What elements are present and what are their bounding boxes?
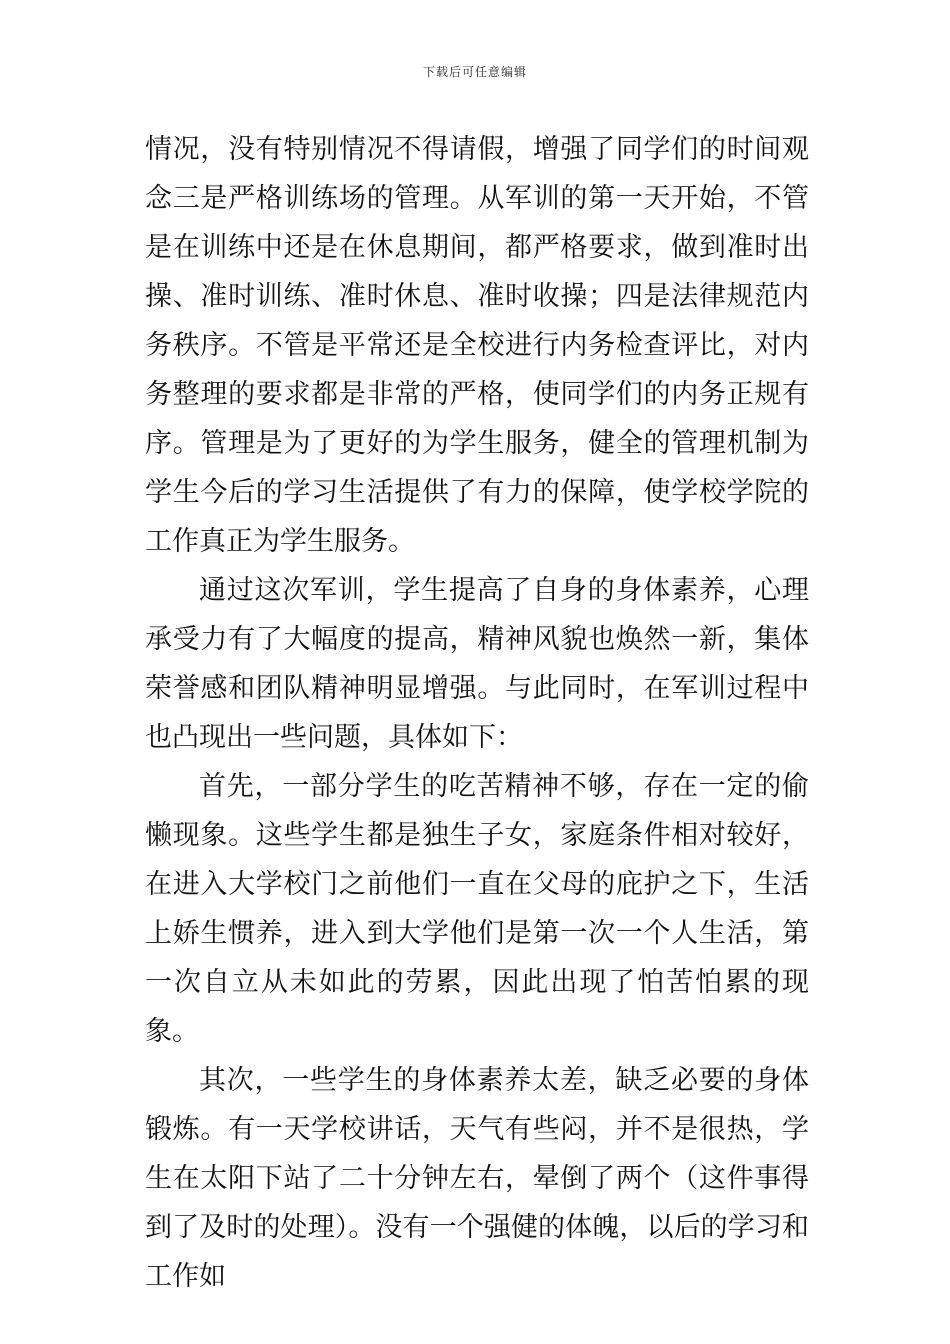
page-header: 下载后可任意编辑	[422, 65, 527, 79]
document-body	[145, 125, 809, 1301]
paragraph-training-results: 通过这次军训，学生提高了自身的身体素养，心理承受力有了大幅度的提高，精神风貌也焕然一新，集体荣誉感和团队精神明显增强。与此同时，在军训过程中也凸现出一些问题，具体如下：	[145, 575, 809, 753]
paragraph-first-problem: 首先，一部分学生的吃苦精神不够，存在一定的偷懒现象。这些学生都是独生子女，家庭条件相对较好，在进入大学校门之前他们一直在父母的庇护之下，生活上娇生惯养，进入到大学他们是第一次一个人生活，第一次自立从未如此的劳累，因此出现了怕苦怕累的现象。	[145, 771, 809, 1047]
paragraph-management: 情况，没有特别情况不得请假，增强了同学们的时间观念三是严格训练场的管理。从军训的第一天开始，不管是在训练中还是在休息期间，都严格要求，做到准时出操、准时训练、准时休息、准时收操；四是法律规范内务秩序。不管是平常还是全校进行内务检查评比，对内务整理的要求都是非常的严格，使同学们的内务正规有序。管理是为了更好的为学生服务，健全的管理机制为学生今后的学习生活提供了有力的保障，使学校学院的工作真正为学生服务。	[145, 134, 809, 557]
paragraph-second-problem: 其次，一些学生的身体素养太差，缺乏必要的身体锻炼。有一天学校讲话，天气有些闷，并不是很热，学生在太阳下站了二十分钟左右，晕倒了两个（这件事得到了及时的处理）。没有一个强健的体魄，以后的学习和工作如	[145, 1065, 809, 1292]
